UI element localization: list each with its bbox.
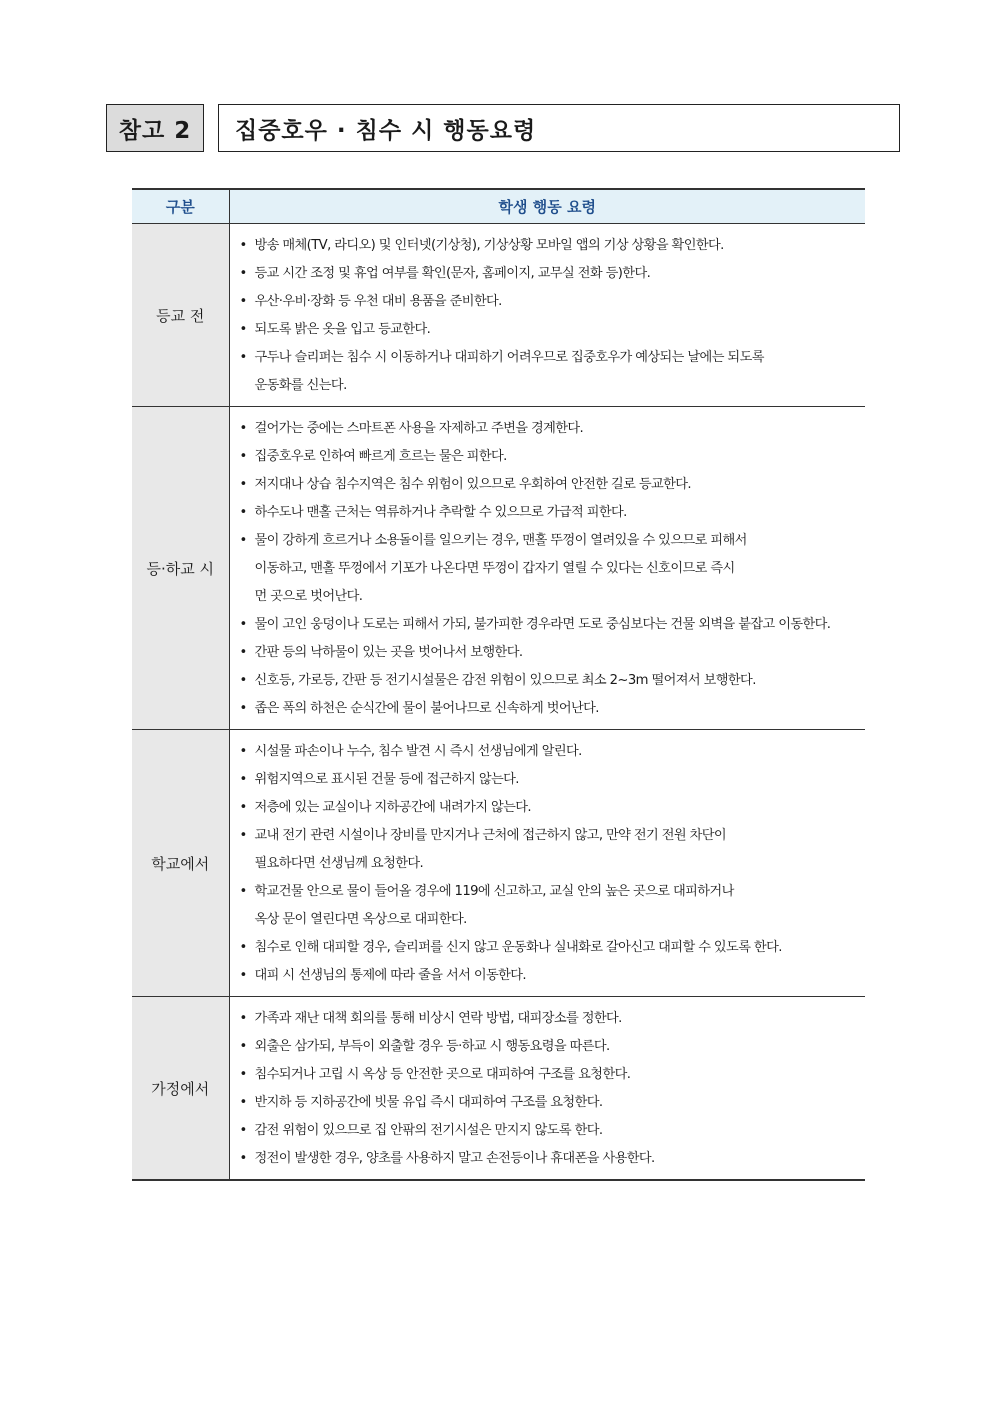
guideline-list bbox=[240, 232, 856, 400]
bullet-icon: • bbox=[239, 645, 247, 660]
guideline-text-line: 물이 강하게 흐르거나 소용돌이를 일으키는 경우, 맨홀 뚜껑이 열려있을 수 있으므로 피해서 bbox=[254, 533, 747, 548]
bullet-icon: • bbox=[239, 828, 247, 843]
bullet-icon: • bbox=[239, 294, 247, 309]
guideline-item bbox=[240, 766, 856, 794]
guideline-text-line: 이동하고, 맨홀 뚜껑에서 기포가 나온다면 뚜껑이 갑자기 열릴 수 있다는 신호이므로 즉시 bbox=[254, 561, 735, 576]
guideline-item bbox=[240, 611, 856, 639]
guideline-item bbox=[240, 934, 856, 962]
bullet-icon: • bbox=[239, 1067, 247, 1082]
section-category: 등교 전 bbox=[132, 224, 229, 407]
bullet-icon: • bbox=[239, 421, 247, 436]
bullet-icon: • bbox=[239, 884, 247, 899]
table-section-row bbox=[132, 224, 865, 407]
guideline-text-line: 되도록 밝은 옷을 입고 등교한다. bbox=[254, 322, 431, 337]
bullet-icon: • bbox=[239, 1011, 247, 1026]
bullet-icon: • bbox=[239, 1123, 247, 1138]
table-header-row bbox=[132, 189, 865, 224]
guideline-text-line: 옥상 문이 열린다면 옥상으로 대피한다. bbox=[254, 912, 467, 927]
guideline-text-line: 시설물 파손이나 누수, 침수 발견 시 즉시 선생님에게 알린다. bbox=[254, 744, 582, 759]
guideline-text-line: 걸어가는 중에는 스마트폰 사용을 자제하고 주변을 경계한다. bbox=[254, 421, 584, 436]
bullet-icon: • bbox=[239, 533, 247, 548]
guideline-text-line: 방송 매체(TV, 라디오) 및 인터넷(기상청), 기상상황 모바일 앱의 기상 상황을 확인한다. bbox=[254, 238, 724, 253]
bullet-icon: • bbox=[239, 1095, 247, 1110]
guideline-text-line: 신호등, 가로등, 간판 등 전기시설물은 감전 위험이 있으므로 최소 2~3m 떨어져서 보행한다. bbox=[254, 673, 756, 688]
bullet-icon: • bbox=[239, 477, 247, 492]
guideline-text-line: 저지대나 상습 침수지역은 침수 위험이 있으므로 우회하여 안전한 길로 등교한다. bbox=[254, 477, 692, 492]
guideline-item bbox=[240, 232, 856, 260]
guideline-text-line: 하수도나 맨홀 근처는 역류하거나 추락할 수 있으므로 가급적 피한다. bbox=[254, 505, 627, 520]
category-column-header: 구분 bbox=[132, 189, 229, 224]
bullet-icon: • bbox=[239, 617, 247, 632]
guideline-item bbox=[240, 1061, 856, 1089]
guideline-item bbox=[240, 1005, 856, 1033]
guideline-item bbox=[240, 527, 856, 611]
guideline-item bbox=[240, 415, 856, 443]
bullet-icon: • bbox=[239, 772, 247, 787]
guideline-item bbox=[240, 822, 856, 878]
section-guidelines bbox=[229, 997, 865, 1181]
action-guide-table bbox=[132, 188, 865, 1181]
guideline-text-line: 가족과 재난 대책 회의를 통해 비상시 연락 방법, 대피장소를 정한다. bbox=[254, 1011, 622, 1026]
bullet-icon: • bbox=[239, 266, 247, 281]
table-section-row bbox=[132, 997, 865, 1181]
guideline-text-line: 대피 시 선생님의 통제에 따라 줄을 서서 이동한다. bbox=[254, 968, 527, 983]
guideline-item bbox=[240, 344, 856, 400]
guideline-text-line: 필요하다면 선생님께 요청한다. bbox=[254, 856, 424, 871]
table-section-row bbox=[132, 407, 865, 730]
guideline-text-line: 저층에 있는 교실이나 지하공간에 내려가지 않는다. bbox=[254, 800, 531, 815]
bullet-icon: • bbox=[239, 701, 247, 716]
guideline-text-line: 학교건물 안으로 물이 들어올 경우에 119에 신고하고, 교실 안의 높은 곳으로 대피하거나 bbox=[254, 884, 734, 899]
guideline-text-line: 침수되거나 고립 시 옥상 등 안전한 곳으로 대피하여 구조를 요청한다. bbox=[254, 1067, 631, 1082]
guideline-text-line: 등교 시간 조정 및 휴업 여부를 확인(문자, 홈페이지, 교무실 전화 등)한다. bbox=[254, 266, 651, 281]
guideline-item bbox=[240, 316, 856, 344]
guideline-text-line: 외출은 삼가되, 부득이 외출할 경우 등·하교 시 행동요령을 따른다. bbox=[254, 1039, 610, 1054]
section-category: 학교에서 bbox=[132, 730, 229, 997]
guideline-item bbox=[240, 1117, 856, 1145]
guideline-item bbox=[240, 471, 856, 499]
section-guidelines bbox=[229, 224, 865, 407]
guideline-item bbox=[240, 878, 856, 934]
guideline-list bbox=[240, 1005, 856, 1173]
guideline-text-line: 간판 등의 낙하물이 있는 곳을 벗어나서 보행한다. bbox=[254, 645, 523, 660]
section-category: 등·하교 시 bbox=[132, 407, 229, 730]
guideline-item bbox=[240, 499, 856, 527]
guideline-text-line: 집중호우로 인하여 빠르게 흐르는 물은 피한다. bbox=[254, 449, 507, 464]
guide-column-header: 학생 행동 요령 bbox=[229, 189, 865, 224]
bullet-icon: • bbox=[239, 350, 247, 365]
guideline-text-line: 반지하 등 지하공간에 빗물 유입 즉시 대피하여 구조를 요청한다. bbox=[254, 1095, 603, 1110]
bullet-icon: • bbox=[239, 940, 247, 955]
guideline-text-line: 위험지역으로 표시된 건물 등에 접근하지 않는다. bbox=[254, 772, 519, 787]
section-guidelines bbox=[229, 407, 865, 730]
guideline-item bbox=[240, 1089, 856, 1117]
document-title: 집중호우 · 침수 시 행동요령 bbox=[218, 104, 900, 152]
bullet-icon: • bbox=[239, 1151, 247, 1166]
guideline-text-line: 물이 고인 웅덩이나 도로는 피해서 가되, 불가피한 경우라면 도로 중심보다는 건물 외벽을 붙잡고 이동한다. bbox=[254, 617, 831, 632]
guideline-item bbox=[240, 695, 856, 723]
section-guidelines bbox=[229, 730, 865, 997]
guideline-item bbox=[240, 667, 856, 695]
reference-label: 참고 2 bbox=[106, 104, 204, 152]
guideline-item bbox=[240, 260, 856, 288]
bullet-icon: • bbox=[239, 1039, 247, 1054]
table-section-row bbox=[132, 730, 865, 997]
guideline-item bbox=[240, 443, 856, 471]
guideline-item bbox=[240, 288, 856, 316]
guideline-item bbox=[240, 962, 856, 990]
guideline-item bbox=[240, 639, 856, 667]
bullet-icon: • bbox=[239, 744, 247, 759]
guideline-text-line: 교내 전기 관련 시설이나 장비를 만지거나 근처에 접근하지 않고, 만약 전기 전원 차단이 bbox=[254, 828, 727, 843]
guideline-item bbox=[240, 738, 856, 766]
bullet-icon: • bbox=[239, 505, 247, 520]
guideline-list bbox=[240, 738, 856, 990]
guideline-text-line: 운동화를 신는다. bbox=[254, 378, 347, 393]
guideline-text-line: 먼 곳으로 벗어난다. bbox=[254, 589, 363, 604]
bullet-icon: • bbox=[239, 673, 247, 688]
bullet-icon: • bbox=[239, 449, 247, 464]
guideline-item bbox=[240, 1145, 856, 1173]
guideline-list bbox=[240, 415, 856, 723]
guideline-text-line: 우산·우비·장화 등 우천 대비 용품을 준비한다. bbox=[254, 294, 502, 309]
bullet-icon: • bbox=[239, 322, 247, 337]
section-category: 가정에서 bbox=[132, 997, 229, 1181]
guideline-text-line: 좁은 폭의 하천은 순식간에 물이 불어나므로 신속하게 벗어난다. bbox=[254, 701, 599, 716]
bullet-icon: • bbox=[239, 968, 247, 983]
guideline-text-line: 침수로 인해 대피할 경우, 슬리퍼를 신지 않고 운동화나 실내화로 갈아신고 대피할 수 있도록 한다. bbox=[254, 940, 782, 955]
guideline-text-line: 감전 위험이 있으므로 집 안팎의 전기시설은 만지지 않도록 한다. bbox=[254, 1123, 603, 1138]
bullet-icon: • bbox=[239, 800, 247, 815]
bullet-icon: • bbox=[239, 238, 247, 253]
guideline-text-line: 정전이 발생한 경우, 양초를 사용하지 말고 손전등이나 휴대폰을 사용한다. bbox=[254, 1151, 655, 1166]
guideline-text-line: 구두나 슬리퍼는 침수 시 이동하거나 대피하기 어려우므로 집중호우가 예상되는 날에는 되도록 bbox=[254, 350, 764, 365]
guideline-item bbox=[240, 1033, 856, 1061]
guideline-item bbox=[240, 794, 856, 822]
